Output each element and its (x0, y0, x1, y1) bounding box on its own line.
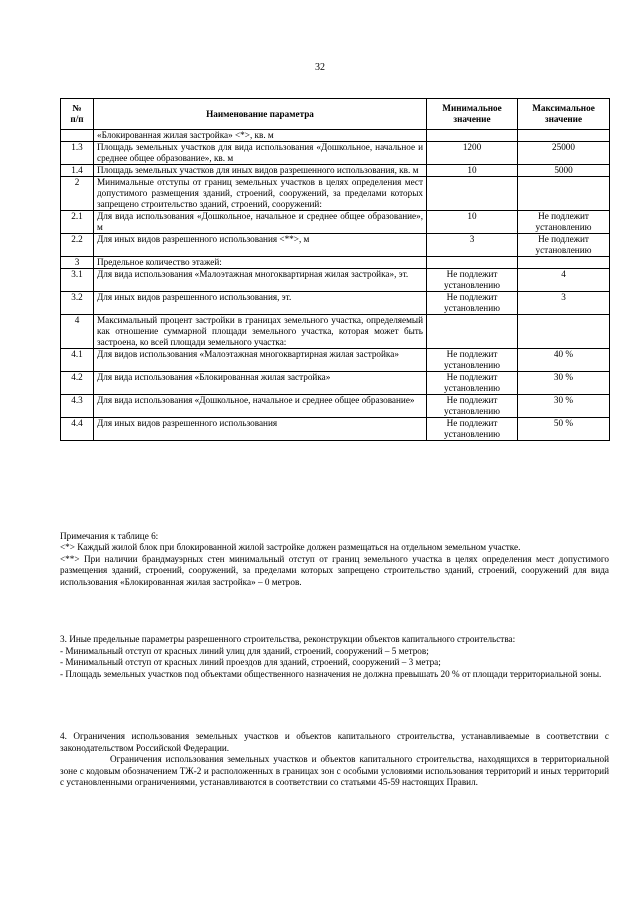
row-parameter-name: Для вида использования «Дошкольное, начальное и среднее общее образование», м (94, 211, 427, 234)
parameters-table (60, 98, 610, 441)
note-1: <*> Каждый жилой блок при блокированной жилой застройке должен размещаться на отдельном земельном участке. (60, 542, 521, 553)
header-min: Минимальное значение (427, 99, 518, 130)
table-row (61, 177, 610, 211)
header-max: Максимальное значение (518, 99, 610, 130)
notes-heading: Примечания к таблице 6: (60, 531, 159, 541)
table-row (61, 315, 610, 349)
row-max-value: Не подлежит установлению (518, 234, 610, 257)
row-max-value: 30 % (518, 372, 610, 395)
row-number: 2 (61, 177, 94, 211)
row-number: 3.2 (61, 292, 94, 315)
row-number: 4 (61, 315, 94, 349)
row-max-value (518, 257, 610, 269)
row-max-value: 3 (518, 292, 610, 315)
row-max-value: 50 % (518, 418, 610, 441)
row-max-value (518, 177, 610, 211)
row-number: 3 (61, 257, 94, 269)
row-parameter-name: Для вида использования «Блокированная жилая застройка» (94, 372, 427, 395)
section-3 (60, 634, 609, 680)
section-3-item: - Минимальный отступ от красных линий проездов для зданий, строений, сооружений – 3 метра; (60, 657, 441, 668)
table-header-row (61, 99, 610, 130)
table-body (61, 130, 610, 441)
row-min-value: 1200 (427, 142, 518, 165)
row-min-value (427, 177, 518, 211)
row-min-value: Не подлежит установлению (427, 395, 518, 418)
header-name: Наименование параметра (94, 99, 427, 130)
table-row (61, 130, 610, 142)
row-min-value (427, 315, 518, 349)
header-num: № п/п (61, 99, 94, 130)
row-number: 4.3 (61, 395, 94, 418)
row-number: 2.2 (61, 234, 94, 257)
table-row (61, 395, 610, 418)
row-parameter-name: Площадь земельных участков для иных видов разрешенного использования, кв. м (94, 165, 427, 177)
row-min-value (427, 130, 518, 142)
row-parameter-name: Минимальные отступы от границ земельных участков в целях определения мест допустимого размещения зданий, строений, сооружений, за пределами которых запрещено строительство зданий, строений, сооружений: (94, 177, 427, 211)
page-number: 32 (315, 62, 325, 73)
row-min-value: Не подлежит установлению (427, 372, 518, 395)
row-min-value: Не подлежит установлению (427, 269, 518, 292)
row-max-value: 40 % (518, 349, 610, 372)
row-parameter-name: Для иных видов разрешенного использования (94, 418, 427, 441)
table-row (61, 372, 610, 395)
row-max-value: 5000 (518, 165, 610, 177)
row-max-value (518, 315, 610, 349)
row-min-value: Не подлежит установлению (427, 292, 518, 315)
row-number: 3.1 (61, 269, 94, 292)
row-max-value: 25000 (518, 142, 610, 165)
section-3-item: - Минимальный отступ от красных линий улиц для зданий, строений, сооружений – 5 метров; (60, 645, 429, 656)
table-row (61, 142, 610, 165)
section-4-title: 4. Ограничения использования земельных участков и объектов капитального строительства, устанавливаемые в соответствии с законодательством Российской Федерации. (60, 731, 609, 753)
row-min-value: 10 (427, 165, 518, 177)
table-row (61, 165, 610, 177)
table-row (61, 292, 610, 315)
row-parameter-name: Для вида использования «Малоэтажная многоквартирная жилая застройка», эт. (94, 269, 427, 292)
row-parameter-name: Предельное количество этажей: (94, 257, 427, 269)
row-parameter-name: Для иных видов разрешенного использования <**>, м (94, 234, 427, 257)
row-max-value: 4 (518, 269, 610, 292)
row-min-value: 3 (427, 234, 518, 257)
row-number: 2.1 (61, 211, 94, 234)
section-3-title: 3. Иные предельные параметры разрешенного строительства, реконструкции объектов капитального строительства: (60, 634, 516, 644)
table-row (61, 349, 610, 372)
note-2: <**> При наличии брандмауэрных стен минимальный отступ от границ земельного участка в целях определения мест допустимого размещения зданий, строений, сооружений, за пределами которых запрещено строительство зданий, строений, сооружений для вида использования «Блокированная жилая застройка» – 0 метров. (60, 553, 609, 587)
table-notes (60, 531, 609, 588)
table-row (61, 211, 610, 234)
row-parameter-name: Площадь земельных участков для вида использования «Дошкольное, начальное и среднее общее образование», кв. м (94, 142, 427, 165)
row-min-value: Не подлежит установлению (427, 349, 518, 372)
row-max-value: Не подлежит установлению (518, 211, 610, 234)
row-max-value: 30 % (518, 395, 610, 418)
row-parameter-name: «Блокированная жилая застройка» <*>, кв. м (94, 130, 427, 142)
table-row (61, 269, 610, 292)
row-min-value: 10 (427, 211, 518, 234)
section-4 (60, 731, 609, 789)
section-4-paragraph: Ограничения использования земельных участков и объектов капитального строительства, находящихся в территориальной зоне с кодовым обозначением ТЖ-2 и расположенных в границах зон с особыми условиями использования территорий и иных территорий с установленными ограничениями, устанавливаются в соответствии со статьями 45-59 настоящих Правил. (60, 754, 609, 788)
row-number: 4.4 (61, 418, 94, 441)
row-min-value (427, 257, 518, 269)
row-parameter-name: Для видов использования «Малоэтажная многоквартирная жилая застройка» (94, 349, 427, 372)
row-number: 4.1 (61, 349, 94, 372)
table-row (61, 257, 610, 269)
table-row (61, 234, 610, 257)
section-3-item: - Площадь земельных участков под объектами общественного назначения не должна превышать 20 % от площади территориальной зоны. (60, 668, 602, 679)
row-max-value (518, 130, 610, 142)
table-row (61, 418, 610, 441)
row-parameter-name: Для вида использования «Дошкольное, начальное и среднее общее образование» (94, 395, 427, 418)
row-min-value: Не подлежит установлению (427, 418, 518, 441)
row-parameter-name: Для иных видов разрешенного использования, эт. (94, 292, 427, 315)
row-number (61, 130, 94, 142)
row-number: 1.4 (61, 165, 94, 177)
row-parameter-name: Максимальный процент застройки в границах земельного участка, определяемый как отношение суммарной площади земельного участка, которая может быть застроена, ко всей площади земельного участка: (94, 315, 427, 349)
row-number: 4.2 (61, 372, 94, 395)
row-number: 1.3 (61, 142, 94, 165)
